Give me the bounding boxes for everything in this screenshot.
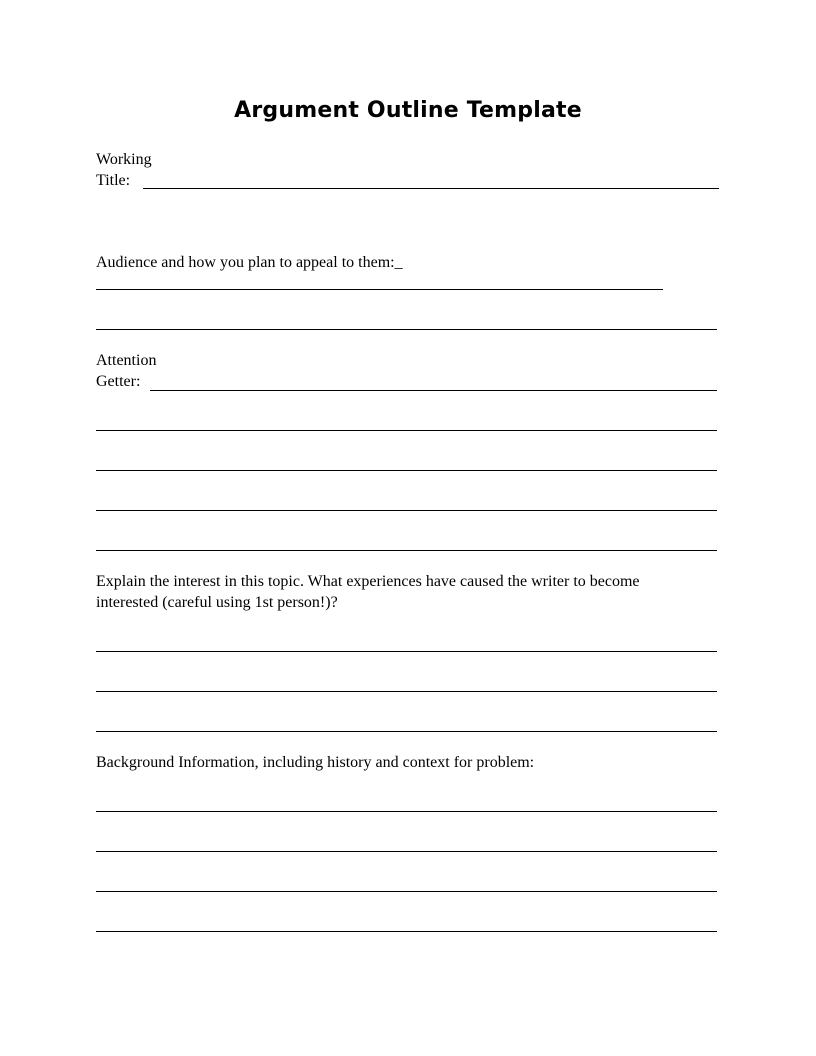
attention-getter-blank-line-5[interactable] <box>96 550 717 551</box>
background-blank-line-4[interactable] <box>96 931 717 932</box>
audience-label: Audience and how you plan to appeal to them:_ <box>96 254 403 271</box>
page-title: Argument Outline Template <box>234 98 582 123</box>
background-blank-line-2[interactable] <box>96 851 717 852</box>
background-blank-line-1[interactable] <box>96 811 717 812</box>
attention-getter-blank-line-2[interactable] <box>96 430 717 431</box>
interest-prompt-line1: Explain the interest in this topic. What experiences have caused the writer to become <box>96 573 640 590</box>
working-title-label-line2: Title: <box>96 172 131 189</box>
interest-blank-line-1[interactable] <box>96 651 717 652</box>
attention-getter-label-line1: Attention <box>96 352 157 369</box>
background-label: Background Information, including history and context for problem: <box>96 754 535 771</box>
background-blank-line-3[interactable] <box>96 891 717 892</box>
working-title-blank-line[interactable] <box>143 188 719 189</box>
working-title-label-line1: Working <box>96 151 152 168</box>
attention-getter-blank-line-3[interactable] <box>96 470 717 471</box>
attention-getter-blank-line-4[interactable] <box>96 510 717 511</box>
audience-blank-line-2[interactable] <box>96 329 717 330</box>
attention-getter-label-line2: Getter: <box>96 373 141 390</box>
interest-blank-line-3[interactable] <box>96 731 717 732</box>
interest-prompt-line2: interested (careful using 1st person!)? <box>96 594 338 611</box>
audience-blank-line-1[interactable] <box>96 289 663 290</box>
attention-getter-blank-line-1[interactable] <box>150 390 717 391</box>
interest-blank-line-2[interactable] <box>96 691 717 692</box>
